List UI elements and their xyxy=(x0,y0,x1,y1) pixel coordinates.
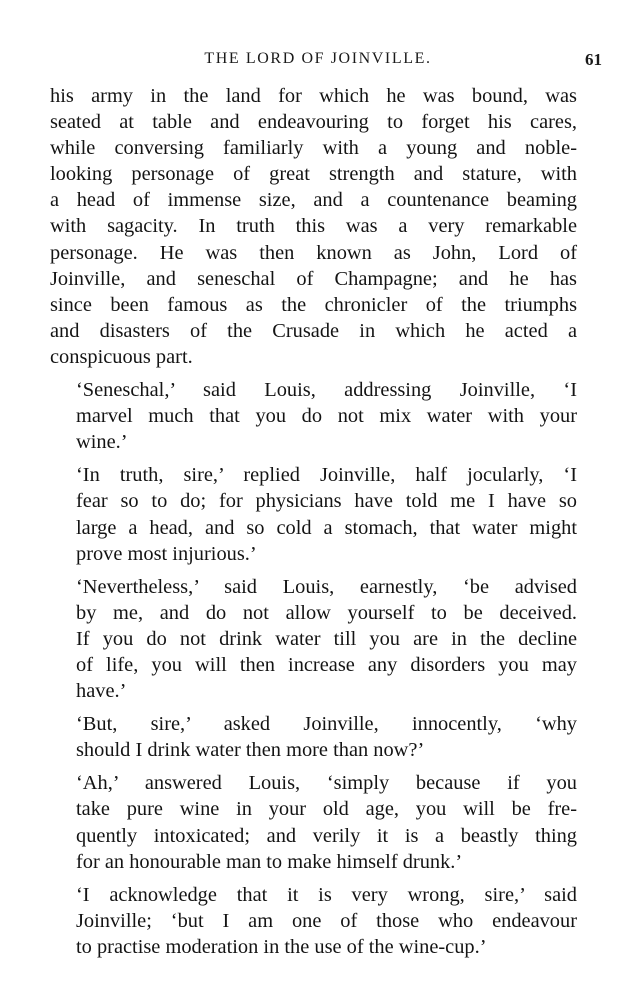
text-line: ‘Nevertheless,’ said Louis, earnestly, ‘be advised xyxy=(76,575,577,598)
text-line: prove most injurious.’ xyxy=(76,542,257,565)
paragraph xyxy=(50,462,577,566)
text-line: ‘But, sire,’ asked Joinville, innocently, ‘why xyxy=(76,713,577,736)
text-line: have.’ xyxy=(76,680,127,703)
text-line: looking personage of great strength and stature, with xyxy=(50,163,577,186)
text-line: while conversing familiarly with a young and noble- xyxy=(50,137,577,160)
text-line: personage. He was then known as John, Lord of xyxy=(50,241,577,264)
text-line: by me, and do not allow yourself to be deceived. xyxy=(76,601,577,624)
paragraph xyxy=(50,711,577,763)
text-line: large a head, and so cold a stomach, that water might xyxy=(76,516,577,539)
paragraph xyxy=(50,377,577,455)
paragraph xyxy=(50,574,577,704)
text-line: fear so to do; for physicians have told me I have so xyxy=(76,490,577,513)
text-line: seated at table and endeavouring to forget his cares, xyxy=(50,111,577,134)
paragraph xyxy=(50,770,577,874)
text-line: to practise moderation in the use of the wine-cup.’ xyxy=(76,935,487,958)
text-line: with sagacity. In truth this was a very remarkable xyxy=(50,215,577,238)
text-line: a head of immense size, and a countenance beaming xyxy=(50,189,577,212)
running-head xyxy=(0,50,636,70)
text-line: quently intoxicated; and verily it is a beastly thing xyxy=(76,824,577,847)
text-line: conspicuous part. xyxy=(50,345,193,368)
text-line: should I drink water then more than now?’ xyxy=(76,739,425,762)
text-line: since been famous as the chronicler of the triumphs xyxy=(50,293,577,316)
text-line: ‘In truth, sire,’ replied Joinville, half jocularly, ‘I xyxy=(76,464,577,487)
running-title: THE LORD OF JOINVILLE. xyxy=(204,50,432,67)
text-line: take pure wine in your old age, you will be fre- xyxy=(76,798,577,821)
text-line: ‘Seneschal,’ said Louis, addressing Joinville, ‘I xyxy=(76,379,577,402)
page-number: 61 xyxy=(585,50,602,69)
text-line: marvel much that you do not mix water with your xyxy=(76,405,577,428)
paragraph xyxy=(50,882,577,960)
text-line: wine.’ xyxy=(76,431,128,454)
text-line: Joinville, and seneschal of Champagne; and he has xyxy=(50,267,577,290)
text-line: of life, you will then increase any disorders you may xyxy=(76,653,577,676)
text-line: his army in the land for which he was bound, was xyxy=(50,85,577,107)
text-line: and disasters of the Crusade in which he acted a xyxy=(50,319,577,342)
text-line: ‘Ah,’ answered Louis, ‘simply because if you xyxy=(76,772,577,795)
text-line: Joinville; ‘but I am one of those who endeavour xyxy=(76,909,577,932)
body-text xyxy=(50,83,577,967)
text-line: for an honourable man to make himself drunk.’ xyxy=(76,850,463,873)
paragraph xyxy=(50,83,577,370)
text-line: If you do not drink water till you are in the decline xyxy=(76,627,577,650)
text-line: ‘I acknowledge that it is very wrong, sire,’ said xyxy=(76,883,577,906)
